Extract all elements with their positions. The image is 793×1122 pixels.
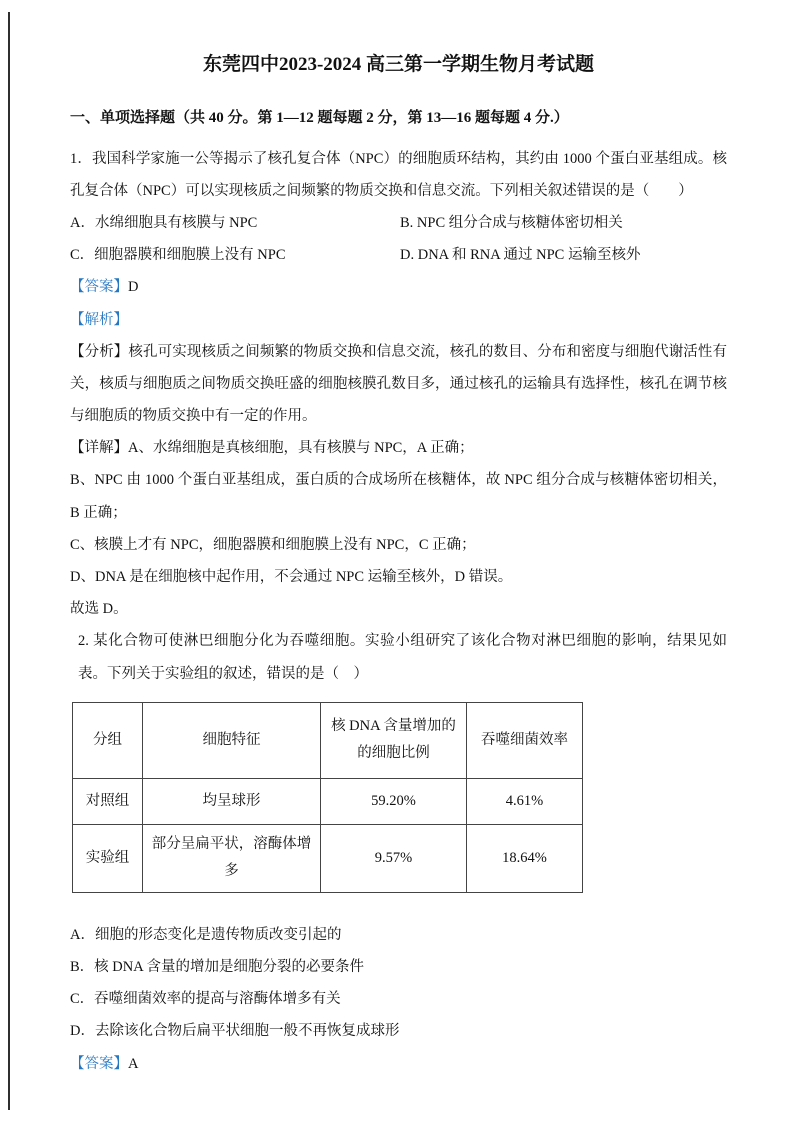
control-dna-cell: 59.20%: [321, 778, 467, 824]
q1-conclusion: 故选 D。: [70, 601, 128, 618]
q1-detail-c: C、核膜上才有 NPC，细胞器膜和细胞膜上没有 NPC，C 正确；: [70, 536, 476, 553]
control-group-cell: 对照组: [73, 778, 143, 824]
table-row-control: [73, 778, 583, 824]
q1-options-row-ab: [70, 207, 727, 239]
table-header-row: [73, 702, 583, 778]
q1-options-row-cd: [70, 239, 727, 271]
q1-stem: 1．我国科学家施一公等揭示了核孔复合体（NPC）的细胞质环结构，其约由 1000 个蛋白亚基组成。核孔复合体（NPC）可以实现核质之间频繁的物质交换和信息交流。下列相关叙述错误的是（ ）: [70, 150, 727, 199]
control-efficiency-cell: 4.61%: [467, 778, 583, 824]
experiment-efficiency-cell: 18.64%: [467, 824, 583, 892]
answer-label: 【答案】: [70, 1055, 128, 1072]
q2-option-b: B．核 DNA 含量的增加是细胞分裂的必要条件: [70, 959, 365, 976]
q1-detail-b: B、NPC 由 1000 个蛋白亚基组成，蛋白质的合成场所在核糖体，故 NPC 组分合成与核糖体密切相关，B 正确；: [70, 472, 727, 521]
q2-answer-line: [70, 1048, 727, 1080]
q2-option-d: D．去除该化合物后扁平状细胞一般不再恢复成球形: [70, 1023, 400, 1040]
experiment-group-cell: 实验组: [73, 824, 143, 892]
table-row-experiment: [73, 824, 583, 892]
q1-analysis-paragraph: 【分析】核孔可实现核质之间频繁的物质交换和信息交流，核孔的数目、分布和密度与细胞代谢活性有关，核质与细胞质之间物质交换旺盛的细胞核膜孔数目多，通过核孔的运输具有选择性，核孔在调节核与细胞质的物质交换中有一定的作用。: [70, 343, 727, 425]
q1-option-a: A．水绵细胞具有核膜与 NPC: [70, 214, 258, 231]
table-header-feature: 细胞特征: [143, 702, 321, 778]
q2-answer-value: A: [128, 1055, 139, 1072]
q1-option-b: B. NPC 组分合成与核糖体密切相关: [400, 214, 623, 231]
table-header-group: 分组: [73, 702, 143, 778]
experiment-dna-cell: 9.57%: [321, 824, 467, 892]
q1-detail-a: 【详解】A、水绵细胞是真核细胞，具有核膜与 NPC，A 正确；: [70, 440, 474, 457]
analysis-label: 【解析】: [70, 311, 128, 328]
table-header-dna: 核 DNA 含量增加的 的细胞比例: [321, 702, 467, 778]
q2-stem: 2. 某化合物可使淋巴细胞分化为吞噬细胞。实验小组研究了该化合物对淋巴细胞的影响，结果见如表。下列关于实验组的叙述，错误的是（ ）: [78, 633, 727, 682]
q2-option-a: A．细胞的形态变化是遗传物质改变引起的: [70, 926, 342, 943]
q1-option-c: C．细胞器膜和细胞膜上没有 NPC: [70, 247, 286, 264]
control-feature-cell: 均呈球形: [143, 778, 321, 824]
q2-option-c: C．吞噬细菌效率的提高与溶酶体增多有关: [70, 991, 341, 1008]
answer-label: 【答案】: [70, 279, 128, 296]
q1-option-d: D. DNA 和 RNA 通过 NPC 运输至核外: [400, 247, 641, 264]
q2-results-table: [72, 702, 583, 893]
q1-answer-line: [70, 271, 727, 303]
section-header: 一、单项选择题（共 40 分。第 1—12 题每题 2 分，第 13—16 题每题 4 分.）: [70, 109, 569, 126]
experiment-feature-cell: 部分呈扁平状，溶酶体增多: [143, 824, 321, 892]
scan-artifact-line: [8, 12, 10, 1110]
page-title: 东莞四中2023-2024 高三第一学期生物月考试题: [202, 54, 595, 75]
q1-detail-d: D、DNA 是在细胞核中起作用，不会通过 NPC 运输至核外，D 错误。: [70, 569, 513, 586]
q1-analysis-label-line: [70, 304, 727, 336]
table-header-efficiency: 吞噬细菌效率: [467, 702, 583, 778]
q1-answer-value: D: [128, 279, 139, 296]
